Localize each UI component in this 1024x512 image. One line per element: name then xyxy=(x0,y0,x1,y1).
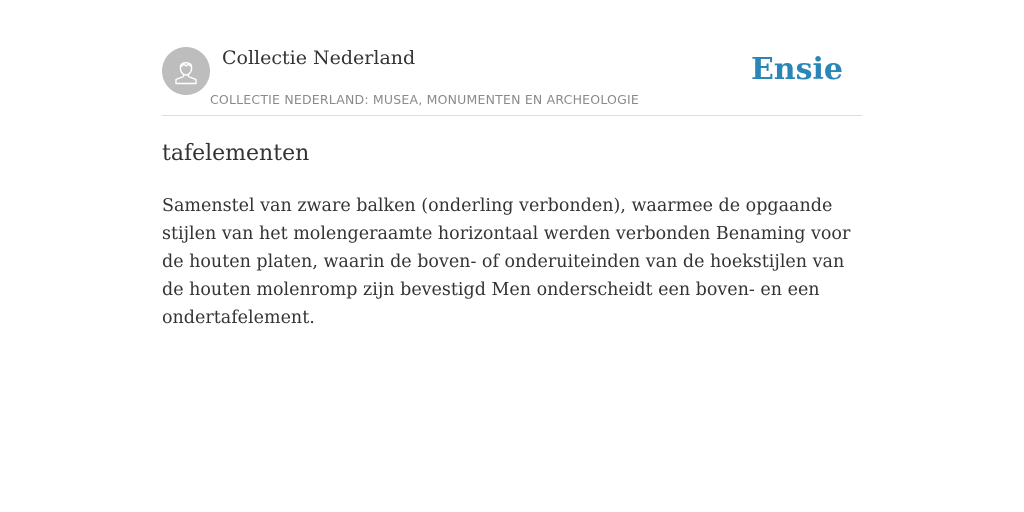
author-source[interactable]: COLLECTIE NEDERLAND: MUSEA, MONUMENTEN EN ARCHEOLOGIE xyxy=(210,92,639,107)
ensie-logo[interactable]: Ensie xyxy=(750,52,843,87)
author-name[interactable]: Collectie Nederland xyxy=(222,47,416,69)
entry-term: tafelementen xyxy=(162,141,310,166)
author-avatar[interactable] xyxy=(162,47,210,95)
entry-definition: Samenstel van zware balken (onderling verbonden), waarmee de opgaande stijlen van het molengeraamte horizontaal werden verbonden Benaming voor de houten platen, waarin de boven- of onderuiteinden van de hoekstijlen van de houten molenromp zijn bevestigd Men onderscheidt een boven- en een ondertafelement. xyxy=(162,196,851,328)
user-silhouette-icon xyxy=(171,56,201,86)
header-divider xyxy=(162,115,862,116)
